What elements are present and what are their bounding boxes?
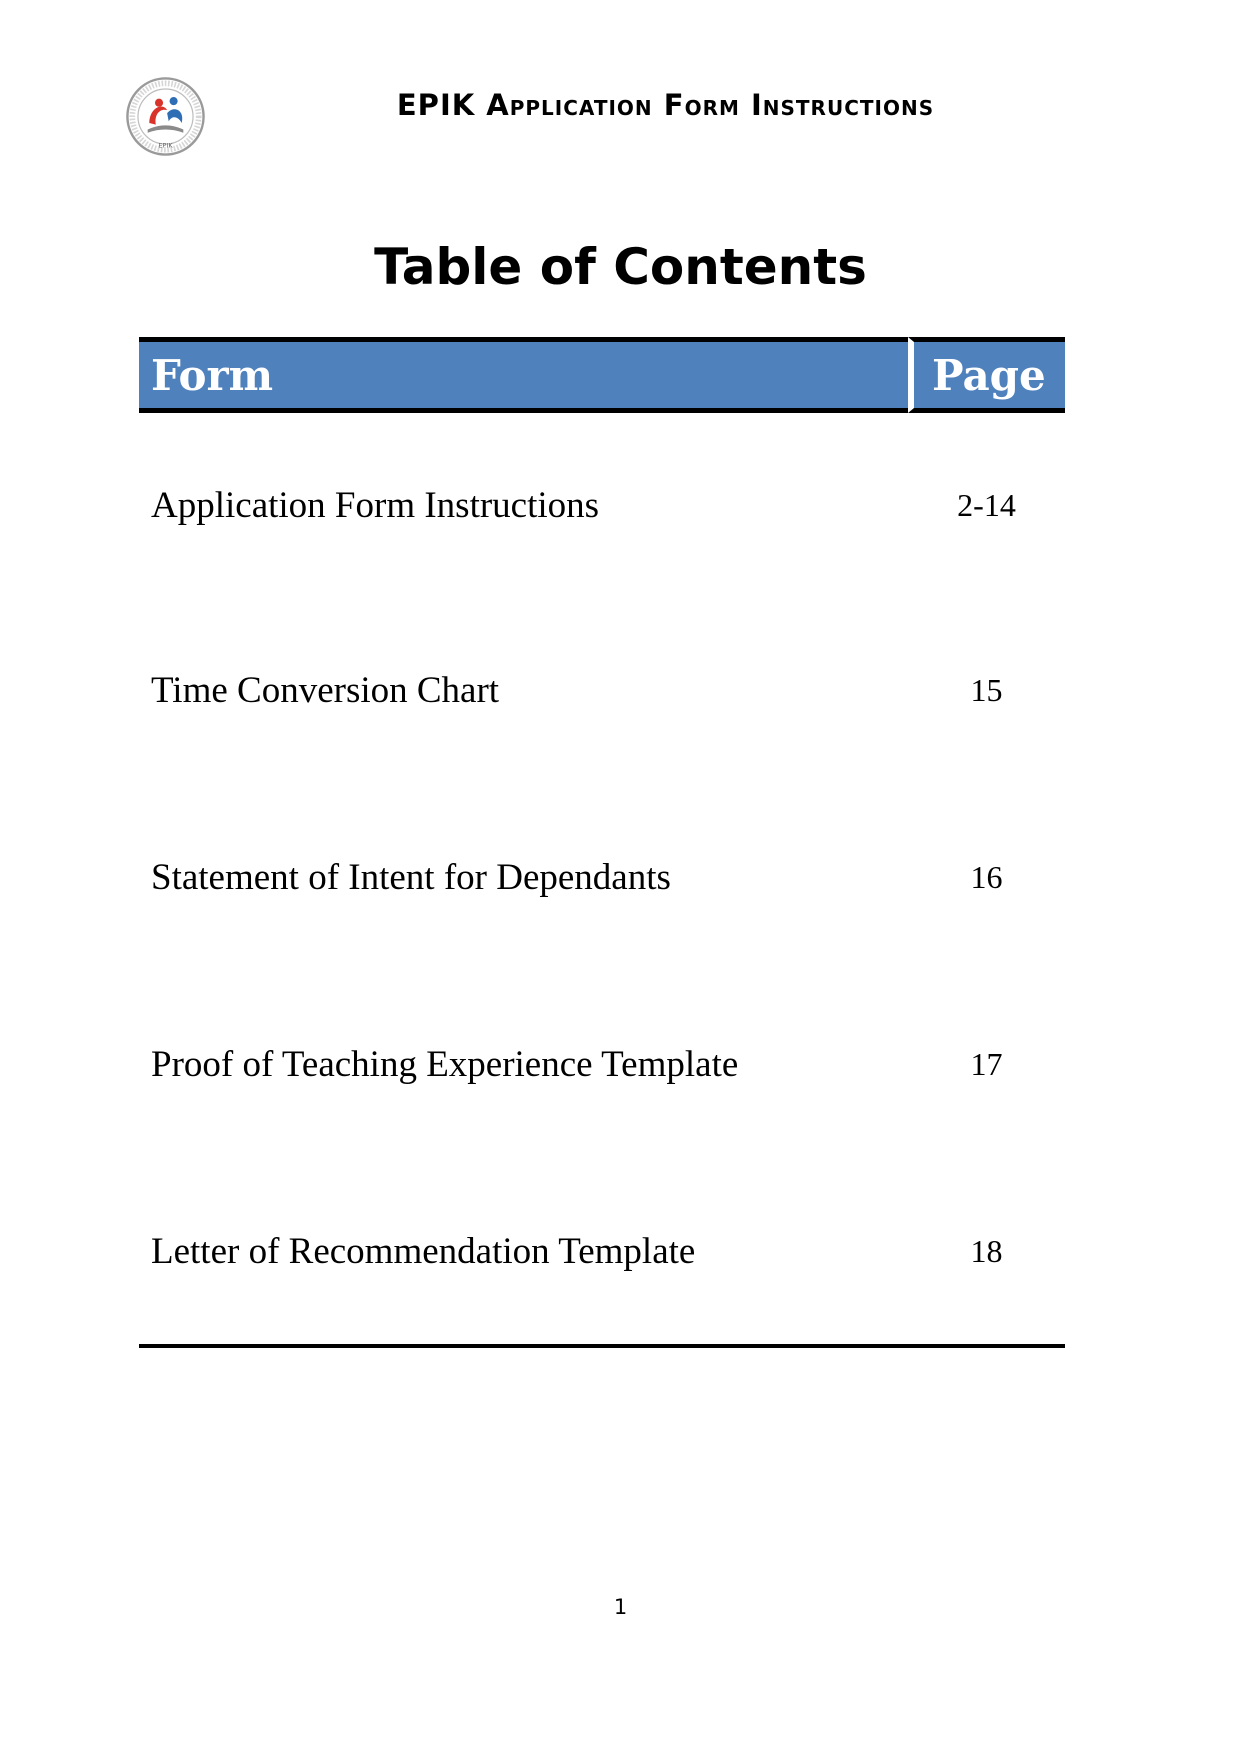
toc-header-row [139, 337, 1065, 413]
header-title: EPIK Application Form Instructions [396, 88, 935, 122]
svg-text:EPIK: EPIK [158, 141, 173, 150]
toc-page-number: 16 [970, 859, 1003, 895]
table-row [139, 784, 1065, 971]
column-header-form: Form [139, 337, 908, 413]
table-row [139, 597, 1065, 784]
epik-seal-icon [125, 76, 206, 157]
toc-form-name: Application Form Instructions [151, 484, 600, 526]
toc-page-number: 15 [970, 672, 1003, 708]
toc-page-number: 2-14 [957, 486, 1016, 523]
page-number: 1 [613, 1595, 628, 1619]
toc-form-name: Letter of Recommendation Template [139, 1158, 908, 1348]
column-header-page: Page [908, 337, 1065, 413]
toc-form-name: Proof of Teaching Experience Template [151, 1044, 739, 1085]
table-row [139, 971, 1065, 1158]
toc-table [139, 337, 1065, 1348]
table-row [139, 413, 1065, 597]
table-row [139, 1158, 1065, 1348]
page-title: Table of Contents [374, 238, 867, 296]
toc-form-name: Statement of Intent for Dependants [151, 857, 671, 898]
toc-form-name: Time Conversion Chart [151, 670, 500, 711]
toc-page-number: 17 [970, 1046, 1003, 1082]
toc-page-number: 18 [908, 1158, 1065, 1348]
